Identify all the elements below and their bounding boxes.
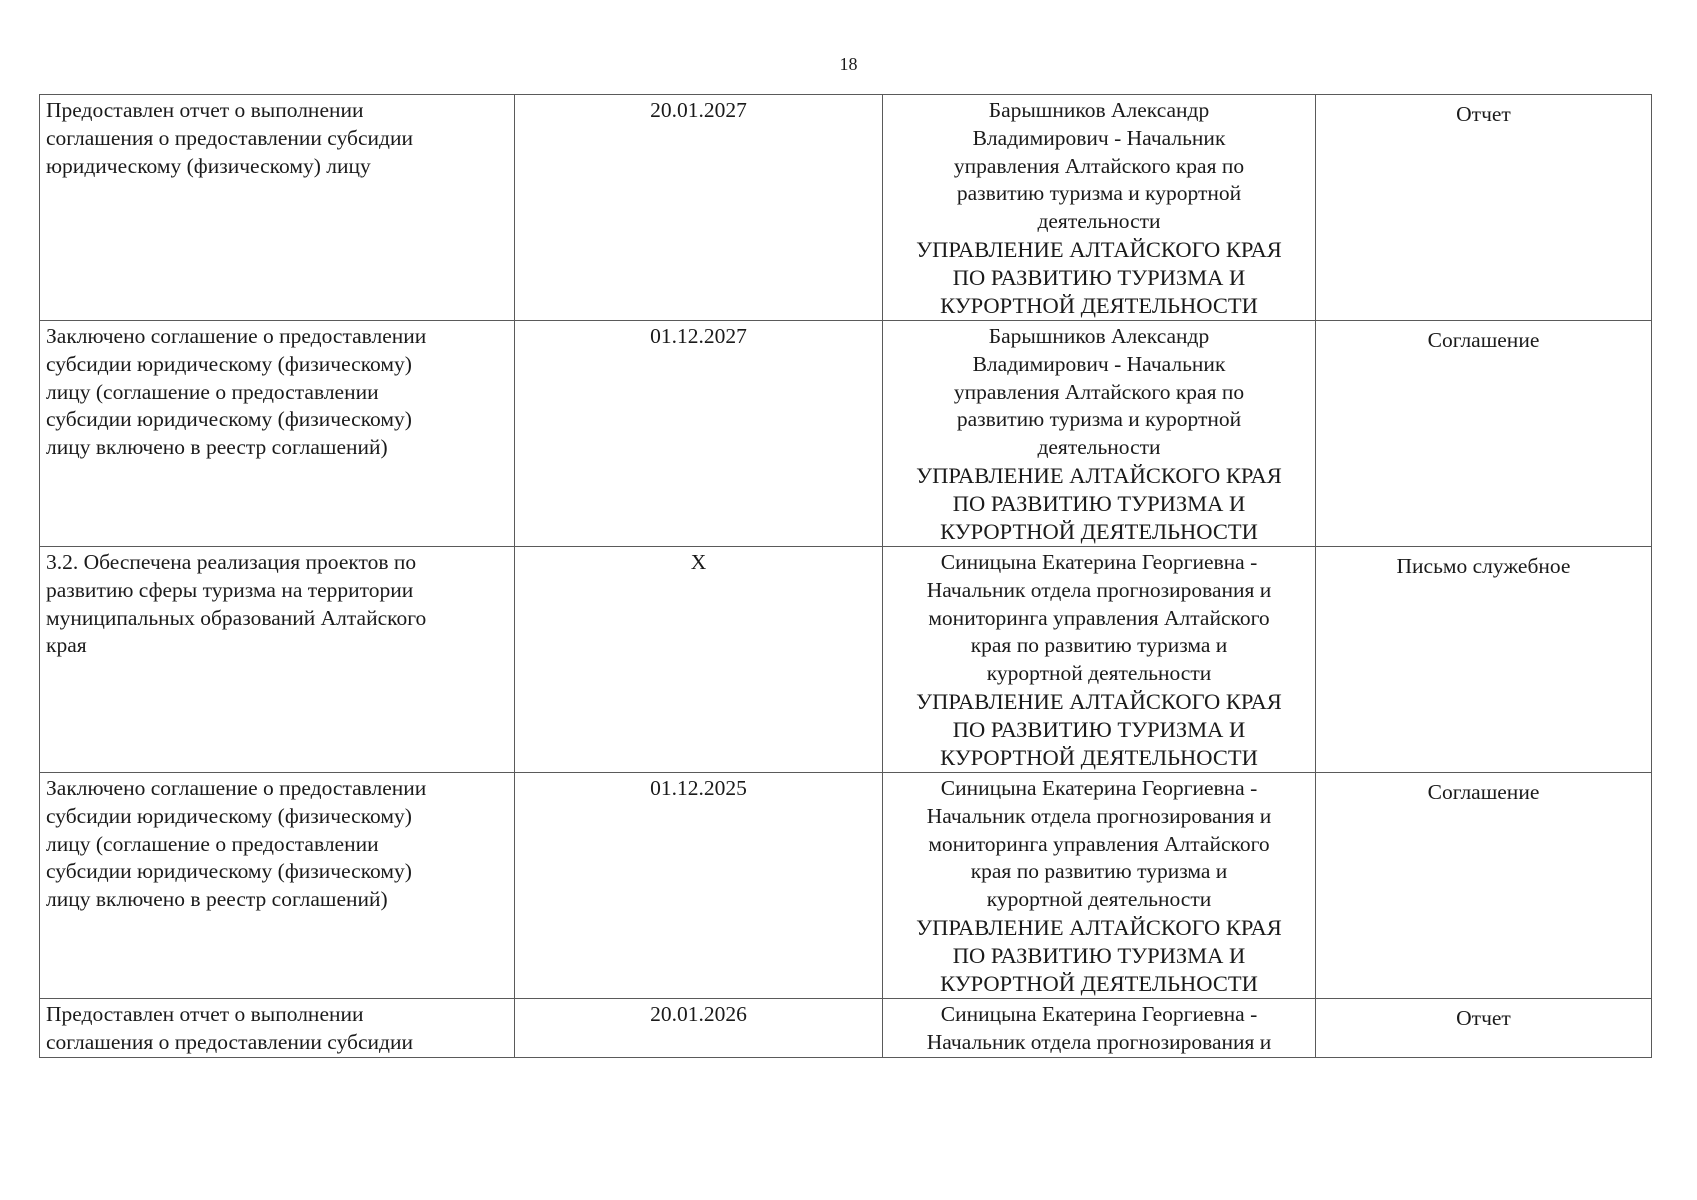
responsible-person-line: Барышников Александр <box>988 324 1210 348</box>
document-type: Соглашение <box>1427 328 1540 352</box>
deadline-date: 20.01.2026 <box>650 1002 747 1026</box>
responsible-person-line: Владимирович - Начальник <box>972 351 1226 376</box>
result-name-line: Заключено соглашение о предоставлении <box>46 776 427 800</box>
deadline-date: 20.01.2027 <box>650 98 747 122</box>
result-name-line: соглашения о предоставлении субсидии <box>46 125 413 150</box>
responsible-person-line: развитию туризма и курортной <box>956 181 1242 206</box>
table-row <box>40 321 1652 547</box>
result-name-line: Заключено соглашение о предоставлении <box>46 324 427 348</box>
responsible-person-line: Синицына Екатерина Георгиевна - <box>940 776 1258 800</box>
organization-line: ПО РАЗВИТИЮ ТУРИЗМА И <box>952 716 1246 742</box>
responsible-person-line: Синицына Екатерина Георгиевна - <box>940 1002 1258 1026</box>
responsible-person-line: курортной деятельности <box>986 887 1212 912</box>
page-number: 18 <box>839 54 858 74</box>
result-name-cell <box>40 547 515 773</box>
responsible-person-line: мониторинга управления Алтайского <box>928 605 1270 630</box>
deadline-date-cell <box>515 547 883 773</box>
result-name-line: муниципальных образований Алтайского <box>46 605 427 630</box>
document-type-cell <box>1316 999 1652 1058</box>
result-name-cell <box>40 95 515 321</box>
document-type: Отчет <box>1456 1006 1511 1030</box>
result-name-line: лицу (соглашение о предоставлении <box>46 379 379 404</box>
organization-line: УПРАВЛЕНИЕ АЛТАЙСКОГО КРАЯ <box>916 914 1282 940</box>
organization-line: КУРОРТНОЙ ДЕЯТЕЛЬНОСТИ <box>940 970 1258 996</box>
document-type: Письмо служебное <box>1396 554 1571 578</box>
result-name-line: лицу включено в реестр соглашений) <box>46 435 388 460</box>
result-name-line: Предоставлен отчет о выполнении <box>46 1002 364 1026</box>
responsible-person-line: Начальник отдела прогнозирования и <box>926 1029 1272 1054</box>
organization-line: УПРАВЛЕНИЕ АЛТАЙСКОГО КРАЯ <box>916 688 1282 714</box>
responsible-person-line: Начальник отдела прогнозирования и <box>926 577 1272 602</box>
table-row <box>40 95 1652 321</box>
result-name-cell <box>40 321 515 547</box>
responsible-cell <box>883 95 1316 321</box>
result-name-cell <box>40 773 515 999</box>
responsible-person-line: деятельности <box>1037 209 1161 234</box>
responsible-person-line: управления Алтайского края по <box>953 379 1245 404</box>
responsible-cell <box>883 321 1316 547</box>
result-name-line: развитию сферы туризма на территории <box>46 577 414 602</box>
organization-line: ПО РАЗВИТИЮ ТУРИЗМА И <box>952 942 1246 968</box>
deadline-date-cell <box>515 773 883 999</box>
responsible-cell <box>883 999 1316 1058</box>
result-name-line: лицу (соглашение о предоставлении <box>46 831 379 856</box>
responsible-person-line: мониторинга управления Алтайского <box>928 831 1270 856</box>
responsible-person-line: края по развитию туризма и <box>970 859 1228 884</box>
result-name-line: 3.2. Обеспечена реализация проектов по <box>46 550 417 574</box>
result-name-cell <box>40 999 515 1058</box>
result-name-line: лицу включено в реестр соглашений) <box>46 887 388 912</box>
deadline-date: 01.12.2027 <box>650 324 747 348</box>
document-type: Соглашение <box>1427 780 1540 804</box>
result-name-line: Предоставлен отчет о выполнении <box>46 98 364 122</box>
result-name-line: субсидии юридическому (физическому) <box>46 407 412 432</box>
responsible-person-line: Барышников Александр <box>988 98 1210 122</box>
result-name-line: юридическому (физическому) лицу <box>46 153 371 178</box>
result-name-line: соглашения о предоставлении субсидии <box>46 1029 413 1054</box>
organization-line: КУРОРТНОЙ ДЕЯТЕЛЬНОСТИ <box>940 518 1258 544</box>
measures-table <box>39 94 1652 1058</box>
responsible-person-line: развитию туризма и курортной <box>956 407 1242 432</box>
document-type-cell <box>1316 547 1652 773</box>
organization-line: УПРАВЛЕНИЕ АЛТАЙСКОГО КРАЯ <box>916 236 1282 262</box>
result-name-line: субсидии юридическому (физическому) <box>46 351 412 376</box>
responsible-person-line: Владимирович - Начальник <box>972 125 1226 150</box>
table-row <box>40 999 1652 1058</box>
document-type-cell <box>1316 95 1652 321</box>
deadline-date-cell <box>515 95 883 321</box>
organization-line: КУРОРТНОЙ ДЕЯТЕЛЬНОСТИ <box>940 744 1258 770</box>
organization-line: КУРОРТНОЙ ДЕЯТЕЛЬНОСТИ <box>940 292 1258 318</box>
responsible-person-line: Начальник отдела прогнозирования и <box>926 803 1272 828</box>
responsible-person-line: курортной деятельности <box>986 661 1212 686</box>
table-body <box>40 95 1652 1058</box>
document-type-cell <box>1316 773 1652 999</box>
responsible-cell <box>883 773 1316 999</box>
responsible-person-line: деятельности <box>1037 435 1161 460</box>
organization-line: УПРАВЛЕНИЕ АЛТАЙСКОГО КРАЯ <box>916 462 1282 488</box>
deadline-date-cell <box>515 321 883 547</box>
organization-line: ПО РАЗВИТИЮ ТУРИЗМА И <box>952 490 1246 516</box>
table-row <box>40 547 1652 773</box>
deadline-date: X <box>690 550 707 574</box>
responsible-person-line: края по развитию туризма и <box>970 633 1228 658</box>
responsible-person-line: Синицына Екатерина Георгиевна - <box>940 550 1258 574</box>
result-name-line: субсидии юридическому (физическому) <box>46 803 412 828</box>
deadline-date: 01.12.2025 <box>650 776 747 800</box>
result-name-line: субсидии юридическому (физическому) <box>46 859 412 884</box>
document-type-cell <box>1316 321 1652 547</box>
responsible-person-line: управления Алтайского края по <box>953 153 1245 178</box>
table-row <box>40 773 1652 999</box>
result-name-line: края <box>46 633 87 658</box>
document-type: Отчет <box>1456 102 1511 126</box>
deadline-date-cell <box>515 999 883 1058</box>
responsible-cell <box>883 547 1316 773</box>
organization-line: ПО РАЗВИТИЮ ТУРИЗМА И <box>952 264 1246 290</box>
